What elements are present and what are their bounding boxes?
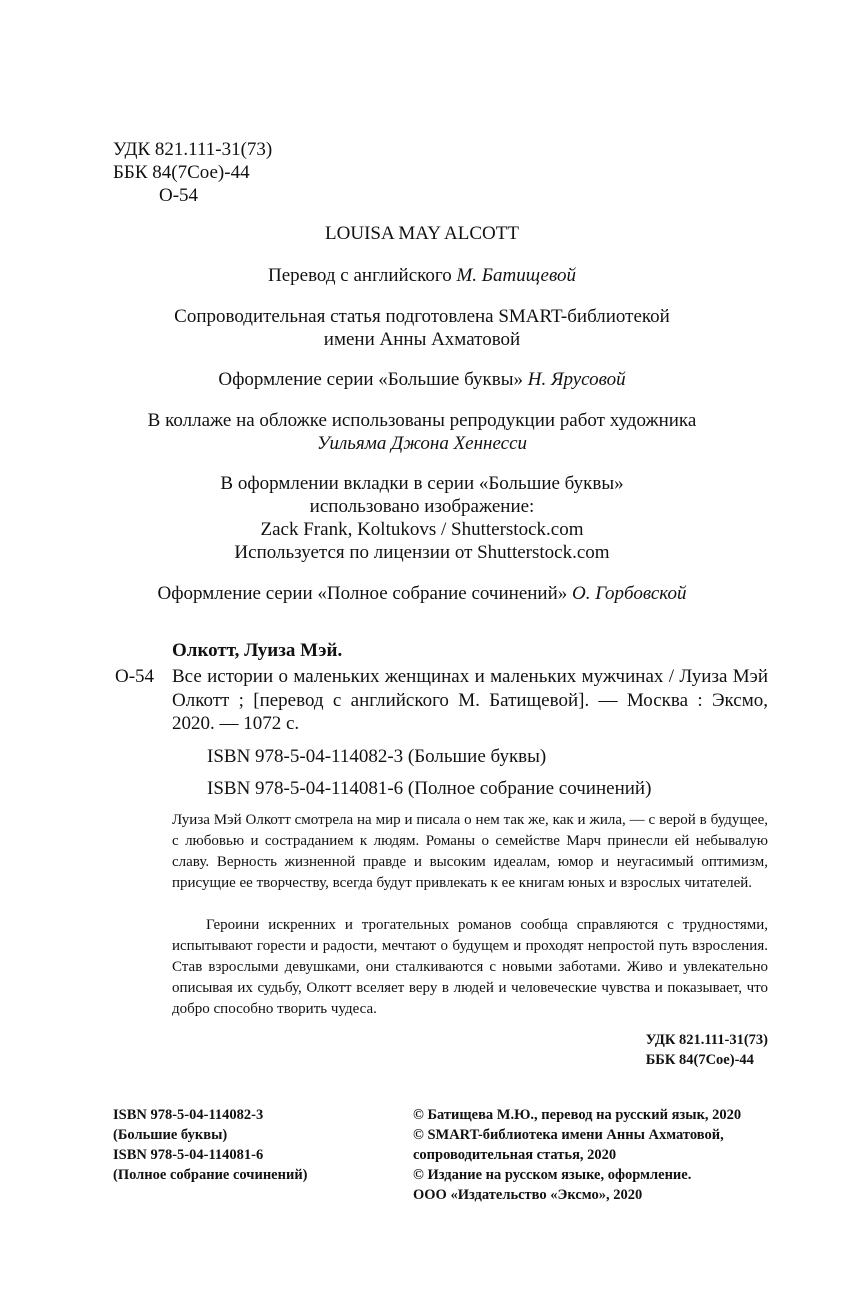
copyright-line-5: ООО «Издательство «Эксмо», 2020 (413, 1187, 643, 1203)
collage-credit-line1: В коллаже на обложке использованы репродукции работ художника (147, 410, 697, 431)
catalog-author-heading: Олкотт, Луиза Мэй. (172, 640, 343, 661)
insert-credit-line2: использовано изображение: (309, 496, 535, 517)
series-designer-name: О. Горбовской (572, 583, 687, 604)
annotation-paragraph-2: Героини искренних и трогательных романов сообща справляются с трудностями, испытывают горести и радости, мечтают о будущем и проходят непростой путь взросления. Став взрослыми девушками, они сталкиваются с новыми заботами. Живо и увлекательно описывая их судьбу, Олкотт вселяет веру в людей и человеческие чувства и показывает, что добро способно творить чудеса. (172, 917, 768, 1017)
catalog-isbn-1: ISBN 978-5-04-114082-3 (Большие буквы) (207, 746, 547, 767)
annotation-paragraph-1: Луиза Мэй Олкотт смотрела на мир и писала о нем так же, как и жила, — с верой в будущее, с любовью и состраданием к людям. Романы о семействе Марч принесли ей небывалую славу. Верность жизненной правде и высоким идеалам, юмор и неугасимый оптимизм, присущие ее творчеству, всегда будут привлекать к ее книгам юных и взрослых читателей. (172, 812, 768, 891)
collage-artist-name: Уильяма Джона Хеннесси (316, 433, 528, 454)
copyright-block (413, 1105, 741, 1205)
isbn-line-1: ISBN 978-5-04-114082-3 (113, 1107, 264, 1123)
isbn-line-4: (Полное собрание сочинений) (113, 1167, 308, 1183)
design-prefix: Оформление серии «Большие буквы» (218, 369, 528, 390)
translation-prefix: Перевод с английского (267, 265, 457, 286)
classification-block (113, 138, 272, 207)
article-credit-line1: Сопроводительная статья подготовлена SMART-библиотекой (174, 306, 670, 327)
insert-credit-line3: Zack Frank, Koltukovs / Shutterstock.com (260, 519, 584, 540)
series-design-credit (0, 582, 844, 605)
bottom-classification (646, 1030, 768, 1070)
bbk-code: ББК 84(7Сое)-44 (113, 162, 250, 183)
article-credit-line2: имени Анны Ахматовой (323, 329, 521, 350)
copyright-line-3: сопроводительная статья, 2020 (413, 1147, 617, 1163)
catalog-code: О-54 (115, 666, 155, 687)
copyright-line-1: © Батищева М.Ю., перевод на русский язык, 2020 (413, 1107, 742, 1123)
bottom-bbk-code: ББК 84(7Сое)-44 (645, 1052, 754, 1068)
catalog-isbn-2: ISBN 978-5-04-114081-6 (Полное собрание сочинений) (207, 778, 652, 799)
udk-code: УДК 821.111-31(73) (113, 139, 273, 160)
author-sign: О-54 (159, 185, 199, 206)
translator-name: М. Батищевой (456, 265, 576, 286)
design-credit (0, 368, 844, 391)
copyright-line-4: © Издание на русском языке, оформление. (413, 1167, 692, 1183)
designer-name: Н. Ярусовой (527, 369, 626, 390)
series-design-prefix: Оформление серии «Полное собрание сочинений» (157, 583, 573, 604)
insert-credit-line4: Используется по лицензии от Shutterstock.com (234, 542, 610, 563)
translation-credit (0, 264, 844, 287)
copyright-line-2: © SMART-библиотека имени Анны Ахматовой, (413, 1127, 724, 1143)
original-author: LOUISA MAY ALCOTT (325, 223, 519, 244)
isbn-line-3: ISBN 978-5-04-114081-6 (113, 1147, 264, 1163)
catalog-description: Все истории о маленьких женщинах и маленьких мужчинах / Луиза Мэй Олкотт ; [перевод с английского М. Батищевой]. — Москва : Эксмо, 2020. — 1072 с. (172, 666, 768, 734)
bottom-udk-code: УДК 821.111-31(73) (645, 1032, 768, 1048)
isbn-block (113, 1105, 308, 1185)
insert-credit-line1: В оформлении вкладки в серии «Большие буквы» (220, 473, 624, 494)
isbn-line-2: (Большие буквы) (113, 1127, 228, 1143)
